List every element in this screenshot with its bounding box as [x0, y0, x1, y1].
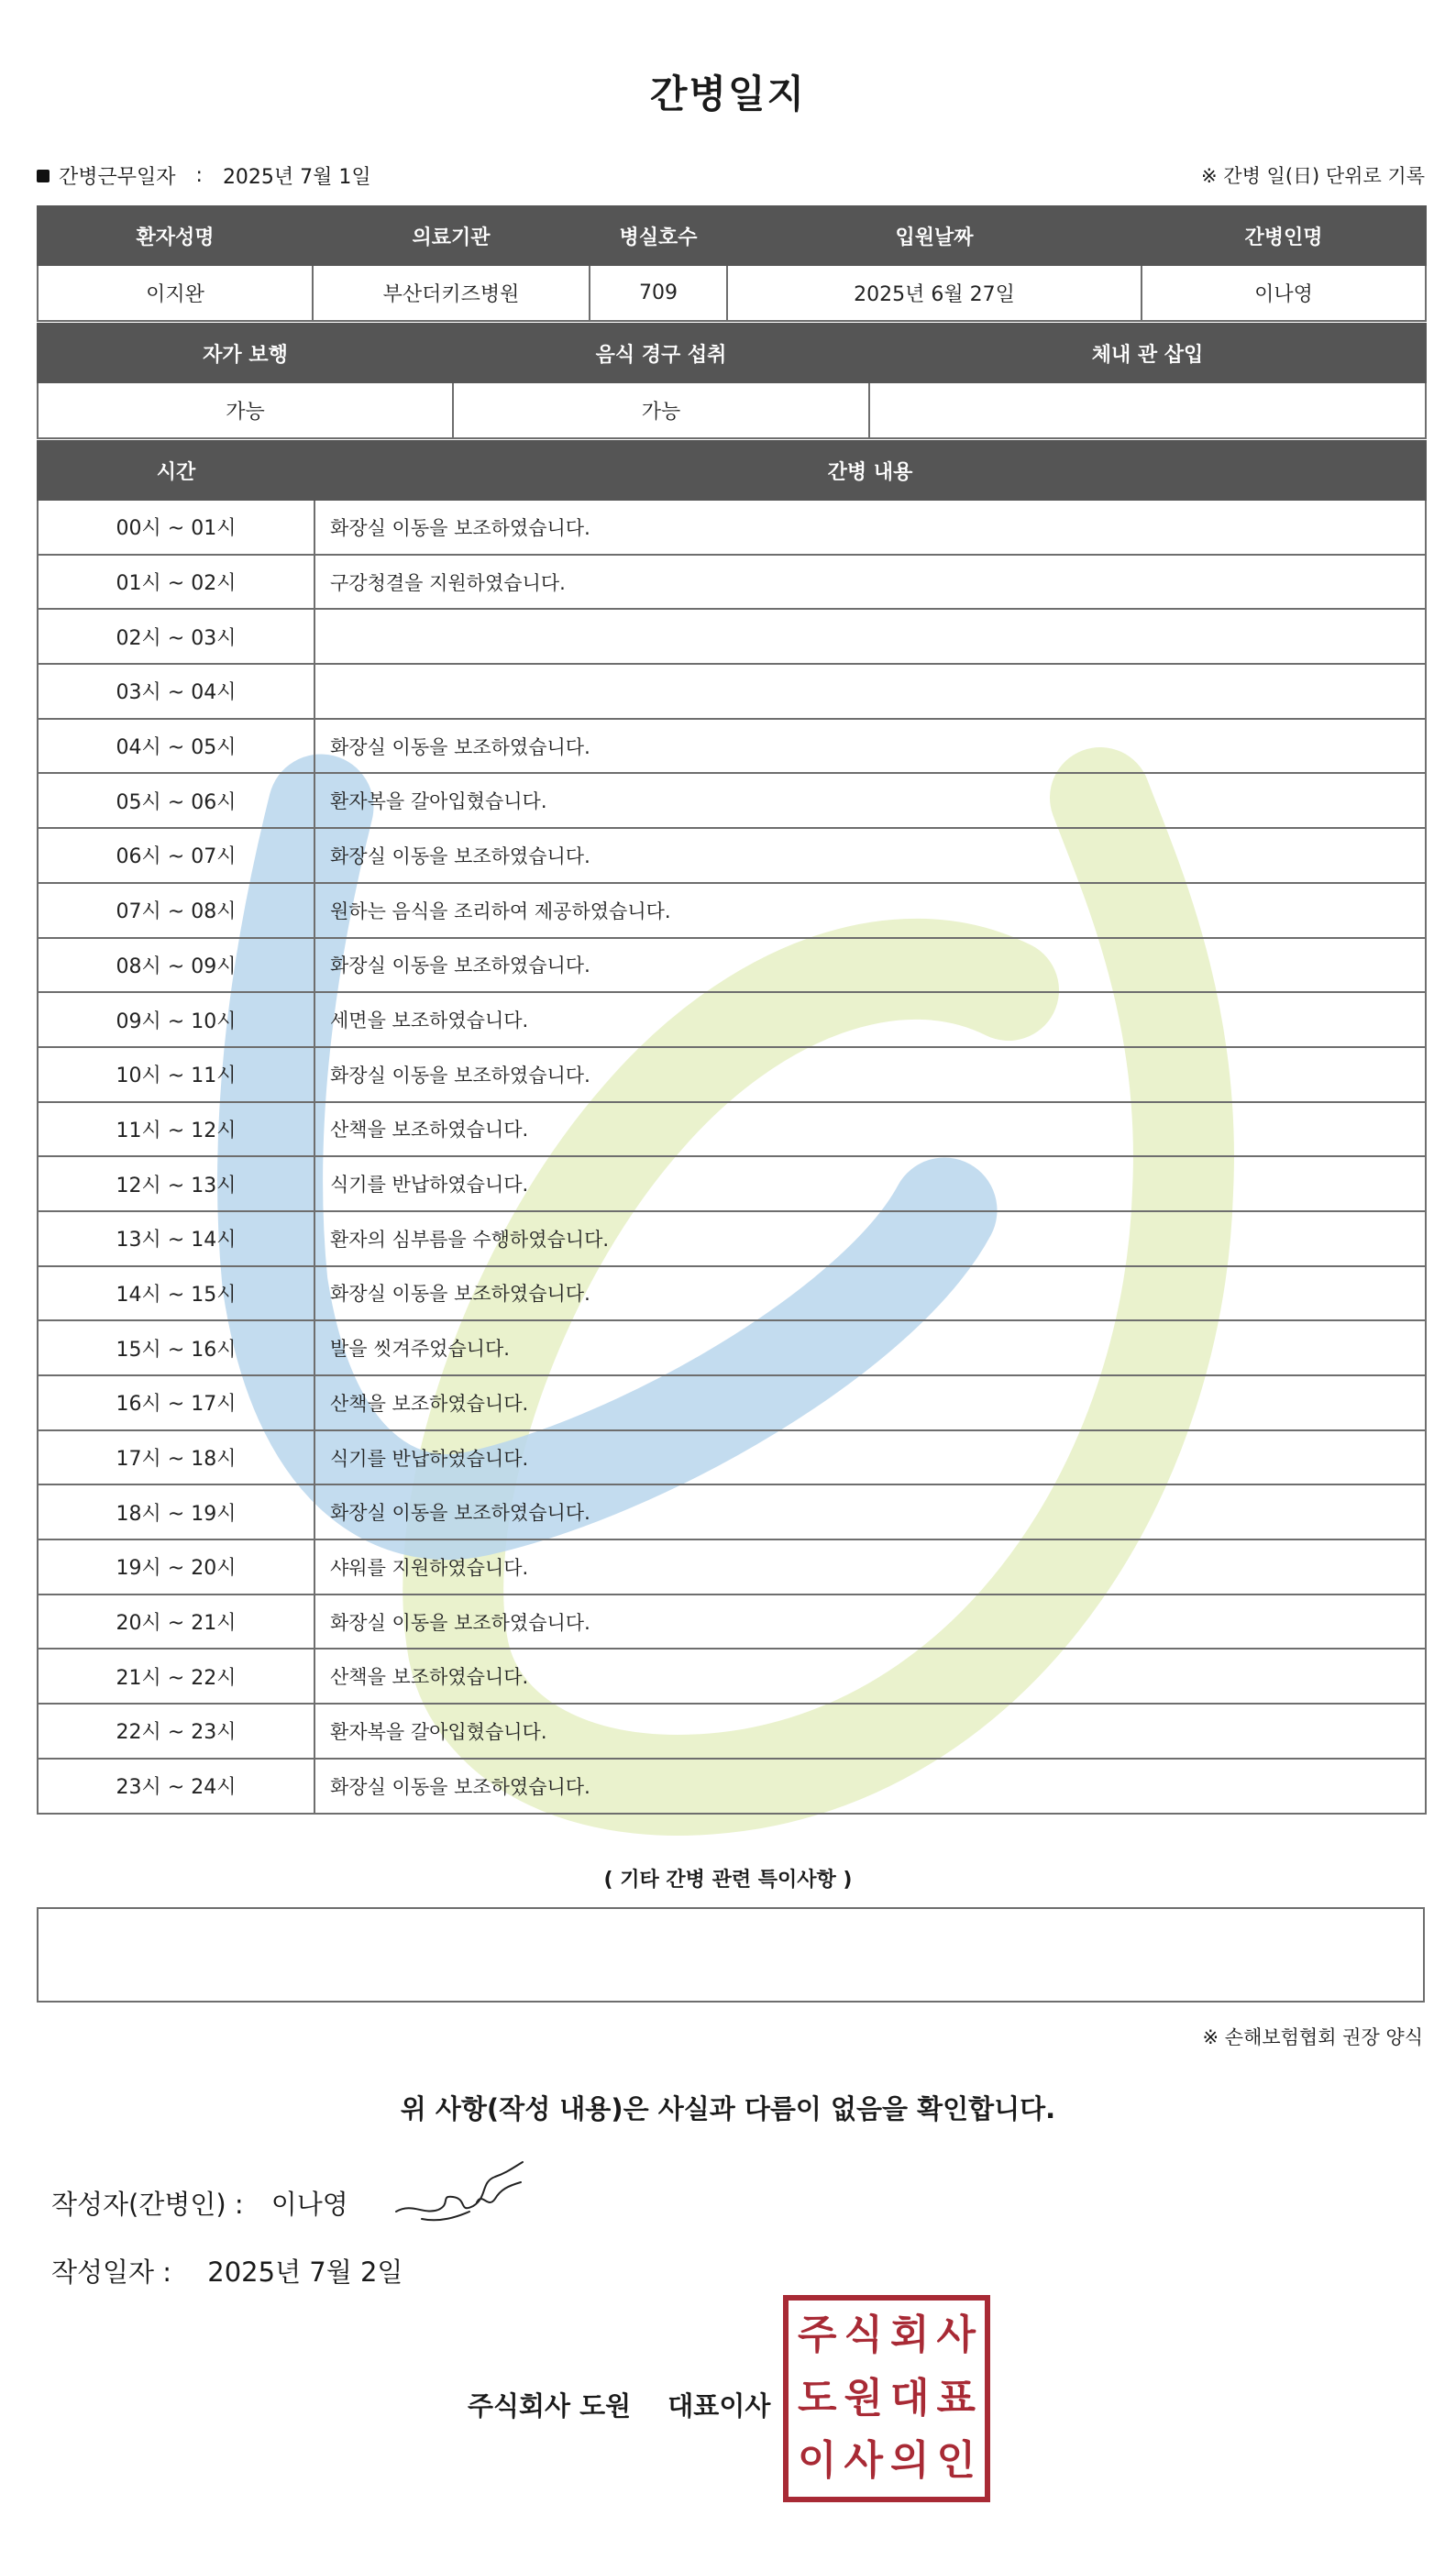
- author-label: 작성자(간병인) :: [51, 2189, 244, 2220]
- log-content: 식기를 반납하였습니다.: [314, 1156, 1426, 1211]
- log-content: 화장실 이동을 보조하였습니다.: [314, 1266, 1426, 1321]
- log-content: 화장실 이동을 보조하였습니다.: [314, 1759, 1426, 1814]
- self-walking-value: 가능: [38, 382, 453, 438]
- seal-char: 도: [797, 2374, 837, 2422]
- log-content: 샤워를 지원하였습니다.: [314, 1539, 1426, 1595]
- seal-char: 식: [844, 2312, 883, 2358]
- log-time: 09시 ~ 10시: [38, 992, 314, 1047]
- log-time: 21시 ~ 22시: [38, 1649, 314, 1704]
- care-log-row: [38, 1704, 1426, 1759]
- seal-char: 인: [936, 2437, 976, 2485]
- care-log-row: [38, 664, 1426, 719]
- patient-info-table: [37, 205, 1427, 322]
- bullet-square-icon: [37, 170, 50, 182]
- seal-char: 사: [936, 2312, 976, 2358]
- written-date-value: 2025년 7월 2일: [207, 2257, 403, 2288]
- log-time: 19시 ~ 20시: [38, 1539, 314, 1595]
- header-patient-name: 환자성명: [38, 206, 313, 265]
- care-log-row: [38, 1266, 1426, 1321]
- log-content: 화장실 이동을 보조하였습니다.: [314, 1595, 1426, 1650]
- care-log-row: [38, 1759, 1426, 1814]
- log-content: 화장실 이동을 보조하였습니다.: [314, 1047, 1426, 1102]
- log-content: 산책을 보조하였습니다.: [314, 1649, 1426, 1704]
- log-time: 08시 ~ 09시: [38, 938, 314, 993]
- ceo-title: 대표이사: [667, 2390, 771, 2422]
- work-date-value: 2025년 7월 1일: [222, 166, 371, 189]
- log-content: 환자복을 갈아입혔습니다.: [314, 1704, 1426, 1759]
- care-log-row: [38, 1047, 1426, 1102]
- care-log-row: [38, 1375, 1426, 1430]
- log-time: 02시 ~ 03시: [38, 609, 314, 664]
- log-content: 화장실 이동을 보조하였습니다.: [314, 719, 1426, 774]
- care-log-row: [38, 992, 1426, 1047]
- written-date-label: 작성일자 :: [51, 2257, 172, 2288]
- notes-title: ( 기타 간병 관련 특이사항 ): [603, 1869, 853, 1892]
- care-log-row: [38, 1211, 1426, 1266]
- log-time: 12시 ~ 13시: [38, 1156, 314, 1211]
- header-caregiver-name: 간병인명: [1142, 206, 1426, 265]
- unit-note: ※ 간병 일(日) 단위로 기록: [1201, 165, 1425, 187]
- care-log-body: [38, 500, 1426, 1814]
- log-time: 15시 ~ 16시: [38, 1320, 314, 1375]
- header-room-number: 병실호수: [590, 206, 727, 265]
- seal-char: 사: [844, 2437, 883, 2485]
- log-time: 04시 ~ 05시: [38, 719, 314, 774]
- log-time: 16시 ~ 17시: [38, 1375, 314, 1430]
- care-log-header-row: [38, 441, 1426, 500]
- company-seal-stamp: [783, 2295, 990, 2502]
- tube-insertion-value: [869, 382, 1426, 438]
- log-content: 화장실 이동을 보조하였습니다.: [314, 828, 1426, 883]
- notes-box: [37, 1907, 1425, 2003]
- log-time: 07시 ~ 08시: [38, 883, 314, 938]
- log-time: 17시 ~ 18시: [38, 1430, 314, 1485]
- hospital-name: 부산더키즈병원: [313, 265, 590, 321]
- care-log-row: [38, 1320, 1426, 1375]
- log-content: [314, 664, 1426, 719]
- care-log-row: [38, 1102, 1426, 1157]
- care-log-row: [38, 1595, 1426, 1650]
- seal-characters: [794, 2304, 979, 2493]
- care-log-row: [38, 1539, 1426, 1595]
- company-name: 주식회사 도원: [468, 2390, 632, 2422]
- log-content: 구강청결을 지원하였습니다.: [314, 555, 1426, 610]
- log-content: 환자복을 갈아입혔습니다.: [314, 773, 1426, 828]
- admission-date: 2025년 6월 27일: [727, 265, 1142, 321]
- log-time: 00시 ~ 01시: [38, 500, 314, 555]
- care-log-row: [38, 500, 1426, 555]
- care-log-row: [38, 609, 1426, 664]
- confirm-statement: 위 사항(작성 내용)은 사실과 다름이 없음을 확인합니다.: [400, 2093, 1056, 2124]
- recommend-note: ※ 손해보험협회 권장 양식: [1202, 2026, 1423, 2048]
- seal-char: 원: [844, 2374, 883, 2422]
- written-date-row: [51, 2252, 403, 2290]
- author-value: 이나영: [270, 2189, 348, 2220]
- log-time: 22시 ~ 23시: [38, 1704, 314, 1759]
- header-tube-insertion: 체내 관 삽입: [869, 324, 1426, 382]
- log-content: 원하는 음식을 조리하여 제공하였습니다.: [314, 883, 1426, 938]
- company-line: [468, 2386, 770, 2423]
- header-oral-intake: 음식 경구 섭취: [453, 324, 869, 382]
- work-date-colon: :: [195, 164, 203, 187]
- log-content: [314, 609, 1426, 664]
- room-number: 709: [590, 265, 727, 321]
- care-log-row: [38, 719, 1426, 774]
- header-admission-date: 입원날짜: [727, 206, 1142, 265]
- care-log-row: [38, 938, 1426, 993]
- log-content: 세면을 보조하였습니다.: [314, 992, 1426, 1047]
- patient-info-value-row: [38, 265, 1426, 321]
- seal-char: 주: [797, 2312, 837, 2358]
- care-log-row: [38, 555, 1426, 610]
- care-log-row: [38, 1649, 1426, 1704]
- log-time: 01시 ~ 02시: [38, 555, 314, 610]
- log-time: 05시 ~ 06시: [38, 773, 314, 828]
- care-log-row: [38, 1430, 1426, 1485]
- seal-char: 회: [889, 2312, 930, 2358]
- log-content: 환자의 심부름을 수행하였습니다.: [314, 1211, 1426, 1266]
- work-date: [37, 161, 371, 190]
- patient-status-table: [37, 323, 1427, 439]
- care-log-row: [38, 773, 1426, 828]
- header-hospital: 의료기관: [313, 206, 590, 265]
- page-title: 간병일지: [649, 72, 807, 116]
- log-time: 13시 ~ 14시: [38, 1211, 314, 1266]
- log-time: 23시 ~ 24시: [38, 1759, 314, 1814]
- care-log-row: [38, 1156, 1426, 1211]
- signature-image: [385, 2155, 532, 2237]
- work-date-label: 간병근무일자: [59, 166, 176, 189]
- care-log-row: [38, 1484, 1426, 1539]
- log-time: 18시 ~ 19시: [38, 1484, 314, 1539]
- log-content: 산책을 보조하였습니다.: [314, 1102, 1426, 1157]
- log-content: 산책을 보조하였습니다.: [314, 1375, 1426, 1430]
- log-content: 발을 씻겨주었습니다.: [314, 1320, 1426, 1375]
- header-time: 시간: [38, 441, 314, 500]
- status-value-row: [38, 382, 1426, 438]
- log-time: 10시 ~ 11시: [38, 1047, 314, 1102]
- care-log-table: [37, 440, 1427, 1815]
- care-log-row: [38, 883, 1426, 938]
- header-self-walking: 자가 보행: [38, 324, 453, 382]
- log-time: 11시 ~ 12시: [38, 1102, 314, 1157]
- caregiver-name: 이나영: [1142, 265, 1426, 321]
- seal-char: 이: [797, 2437, 837, 2485]
- log-content: 식기를 반납하였습니다.: [314, 1430, 1426, 1485]
- log-content: 화장실 이동을 보조하였습니다.: [314, 1484, 1426, 1539]
- log-time: 14시 ~ 15시: [38, 1266, 314, 1321]
- meta-row: [37, 161, 1425, 193]
- patient-name: 이지완: [38, 265, 313, 321]
- author-row: [51, 2184, 348, 2222]
- care-log-row: [38, 828, 1426, 883]
- seal-char: 대: [889, 2374, 930, 2422]
- log-content: 화장실 이동을 보조하였습니다.: [314, 938, 1426, 993]
- status-header-row: [38, 324, 1426, 382]
- seal-char: 의: [889, 2437, 930, 2485]
- log-time: 20시 ~ 21시: [38, 1595, 314, 1650]
- header-care-content: 간병 내용: [314, 441, 1426, 500]
- log-content: 화장실 이동을 보조하였습니다.: [314, 500, 1426, 555]
- log-time: 06시 ~ 07시: [38, 828, 314, 883]
- seal-char: 표: [936, 2374, 976, 2422]
- oral-intake-value: 가능: [453, 382, 869, 438]
- patient-info-header-row: [38, 206, 1426, 265]
- log-time: 03시 ~ 04시: [38, 664, 314, 719]
